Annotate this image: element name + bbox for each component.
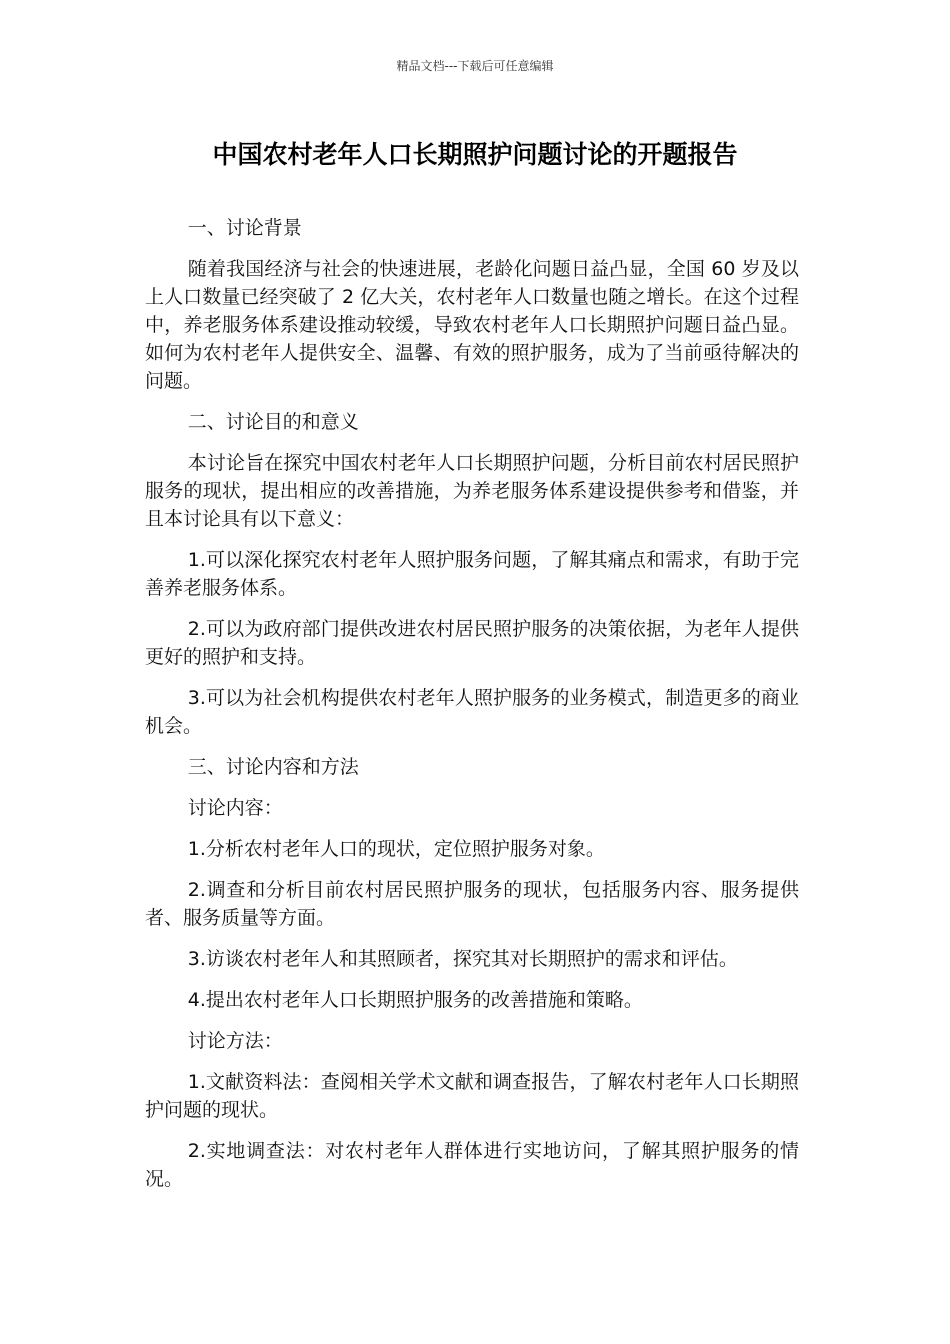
list-item-method-2: 2.实地调查法：对农村老年人群体进行实地访问，了解其照护服务的情况。 xyxy=(145,1140,799,1190)
section-heading-background: 一、讨论背景 xyxy=(187,217,302,239)
list-item-significance-1: 1.可以深化探究农村老年人照护服务问题，了解其痛点和需求，有助于完善养老服务体系。 xyxy=(145,549,799,599)
list-item-significance-3: 3.可以为社会机构提供农村老年人照护服务的业务模式，制造更多的商业机会。 xyxy=(145,687,799,737)
document-title: 中国农村老年人口长期照护问题讨论的开题报告 xyxy=(212,140,738,169)
paragraph-background: 随着我国经济与社会的快速进展，老龄化问题日益凸显，全国 60 岁及以上人口数量已经突破了 2 亿大关，农村老年人口数量也随之增长。在这个过程中，养老服务体系建设推动较缓，导致农村老年人口长期照护问题日益凸显。如何为农村老年人提供安全、温馨、有效的照护服务，成为了当前亟待解决的问题。 xyxy=(145,258,799,392)
list-item-significance-2: 2.可以为政府部门提供改进农村居民照护服务的决策依据，为老年人提供更好的照护和支持。 xyxy=(145,618,799,668)
subheading-methods: 讨论方法： xyxy=(187,1030,283,1052)
subheading-content: 讨论内容： xyxy=(187,797,283,819)
section-heading-content-methods: 三、讨论内容和方法 xyxy=(187,756,359,778)
document-body xyxy=(145,214,799,1206)
header-note: 精品文档---下载后可任意编辑 xyxy=(396,59,554,73)
list-item-content-2: 2.调查和分析目前农村居民照护服务的现状，包括服务内容、服务提供者、服务质量等方面。 xyxy=(145,879,799,929)
paragraph-purpose: 本讨论旨在探究中国农村老年人口长期照护问题，分析目前农村居民照护服务的现状，提出相应的改善措施，为养老服务体系建设提供参考和借鉴，并且本讨论具有以下意义： xyxy=(145,452,799,530)
list-item-content-3: 3.访谈农村老年人和其照顾者，探究其对长期照护的需求和评估。 xyxy=(187,948,738,970)
list-item-content-1: 1.分析农村老年人口的现状，定位照护服务对象。 xyxy=(187,838,605,860)
section-heading-purpose: 二、讨论目的和意义 xyxy=(187,411,359,433)
list-item-content-4: 4.提出农村老年人口长期照护服务的改善措施和策略。 xyxy=(187,989,643,1011)
list-item-method-1: 1.文献资料法：查阅相关学术文献和调查报告，了解农村老年人口长期照护问题的现状。 xyxy=(145,1071,799,1121)
